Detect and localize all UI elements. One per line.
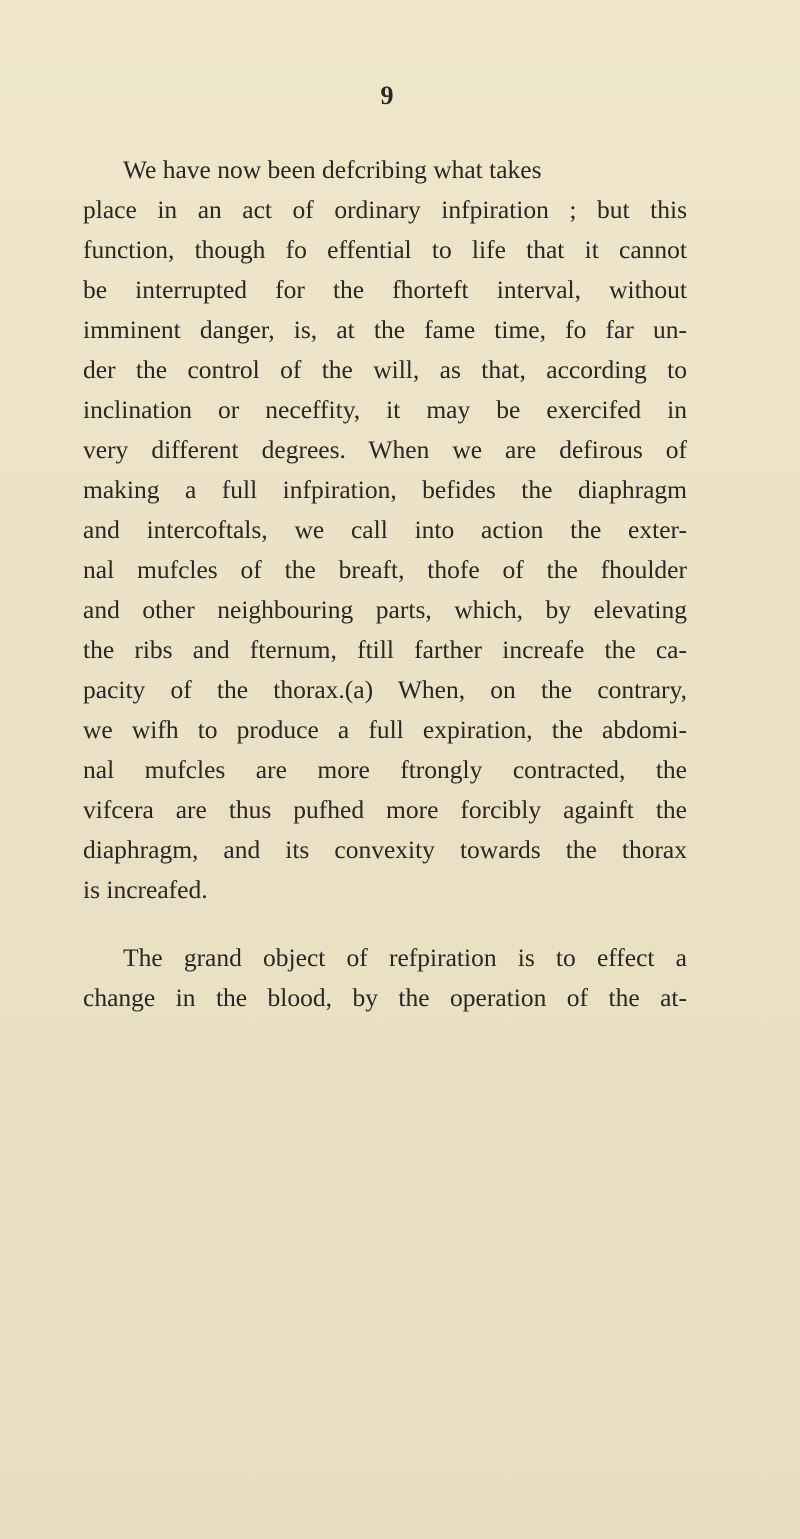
text-line: inclination or neceffity, it may be exercifed in [83,395,687,424]
text-line: pacity of the thorax.(a) When, on the contrary, [83,675,687,704]
text-line: The grand object of refpiration is to effect a [123,943,687,972]
text-line: nal mufcles are more ftrongly contracted, the [83,755,687,784]
text-line: imminent danger, is, at the fame time, fo far un- [83,315,687,344]
text-line: the ribs and fternum, ftill farther increafe the ca- [83,635,687,664]
text-line: der the control of the will, as that, according to [83,355,687,384]
text-line: diaphragm, and its convexity towards the thorax [83,835,687,864]
text-line: change in the blood, by the operation of the at- [83,983,687,1012]
text-line: vifcera are thus pufhed more forcibly againft the [83,795,687,824]
text-line: nal mufcles of the breaft, thofe of the fhoulder [83,555,687,584]
text-line: place in an act of ordinary infpiration ; but this [83,195,687,224]
text-line: and other neighbouring parts, which, by elevating [83,595,687,624]
page-number: 9 [380,81,394,110]
text-line: We have now been defcribing what takes [123,155,542,184]
text-line: is increafed. [83,875,208,904]
text-line: making a full infpiration, befides the diaphragm [83,475,687,504]
text-line: and intercoftals, we call into action the exter- [83,515,687,544]
text-line: very different degrees. When we are defirous of [83,435,687,464]
text-line: function, though fo effential to life that it cannot [83,235,687,264]
text-line: be interrupted for the fhorteft interval, without [83,275,687,304]
text-line: we wifh to produce a full expiration, the abdomi- [83,715,687,744]
